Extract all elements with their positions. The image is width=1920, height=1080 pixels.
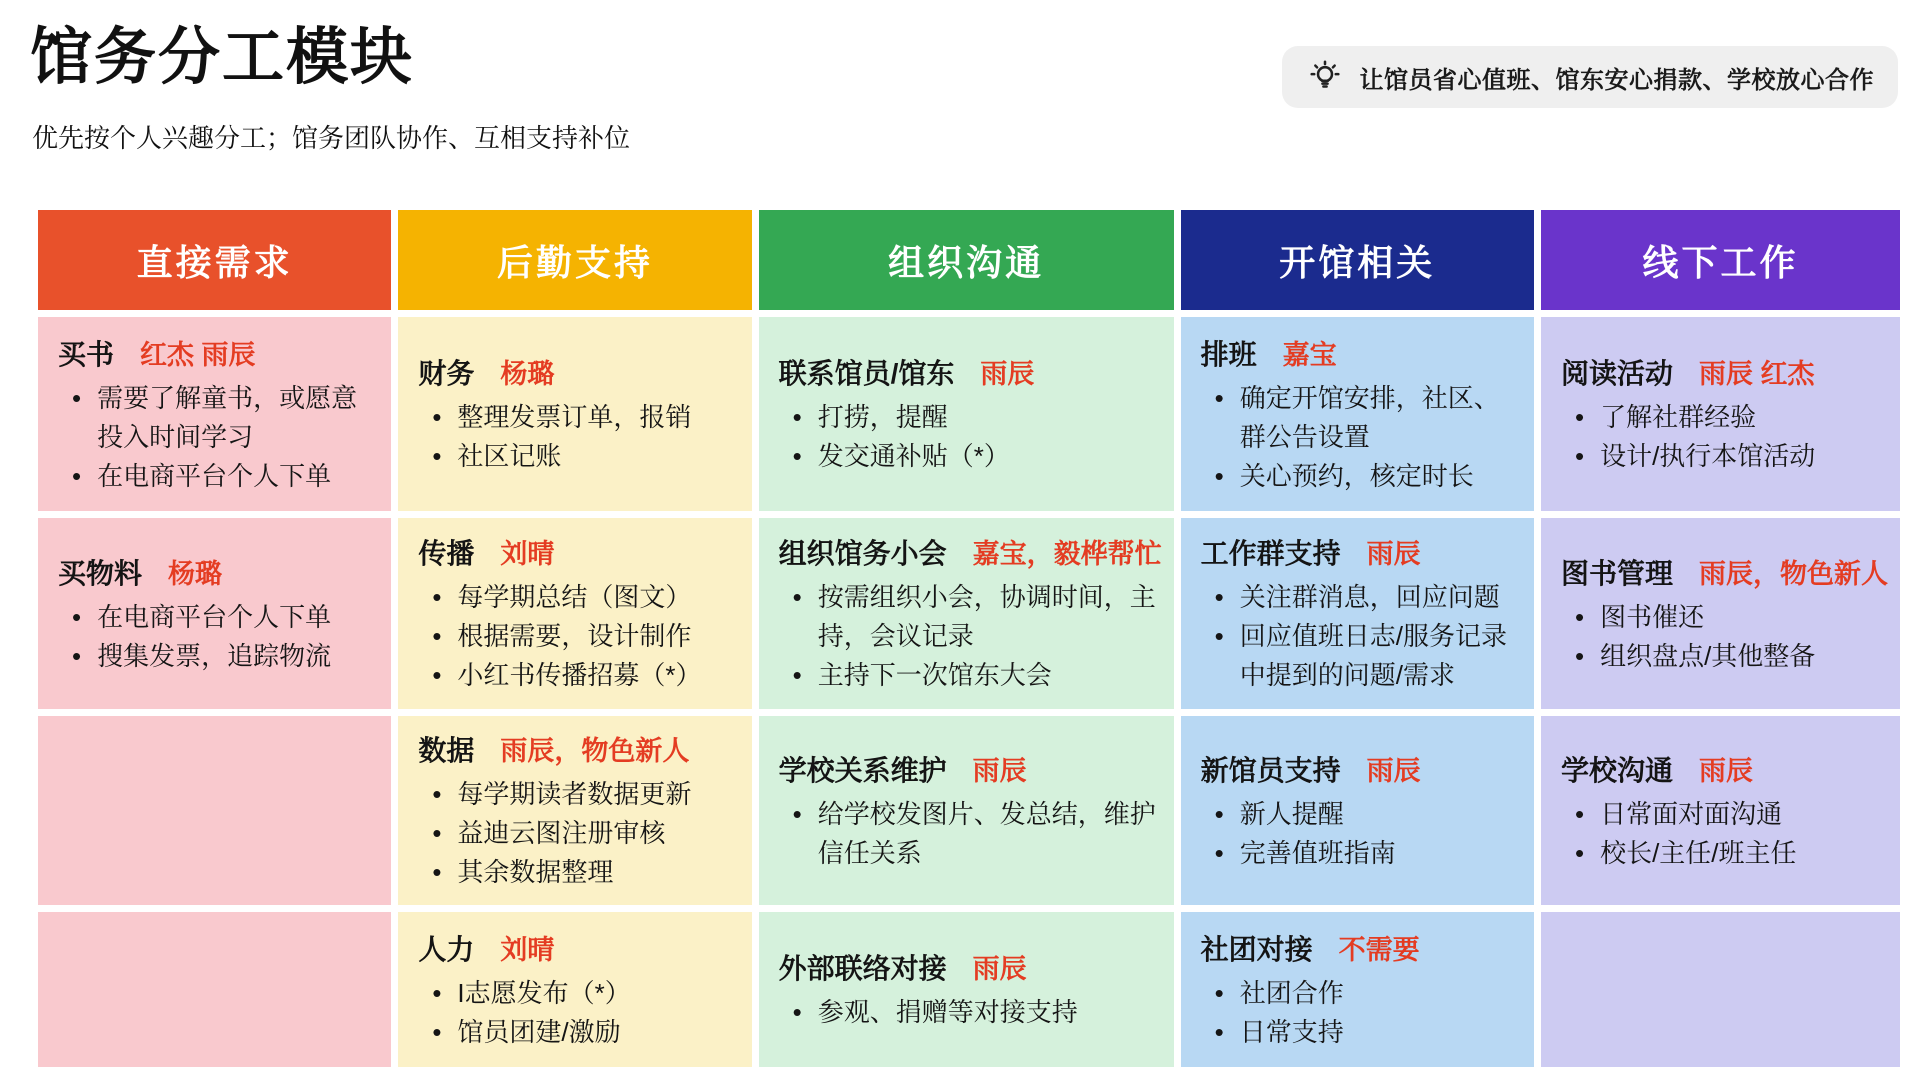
task-title: 阅读活动 [1560, 358, 1673, 389]
task-bullet [418, 398, 739, 437]
column-header-1: 直接需求 [38, 210, 391, 310]
bullet-dot-icon: • [1214, 382, 1224, 413]
lightbulb-icon [1306, 58, 1344, 96]
bullet-text: 日常支持 [1239, 1016, 1344, 1047]
bullet-dot-icon: • [72, 382, 82, 413]
task-bullet [779, 795, 1162, 873]
bullet-text: 其余数据整理 [457, 857, 614, 887]
task-cell-2-1 [398, 317, 751, 511]
bullet-text: 校长/主任/班主任 [1600, 837, 1797, 868]
task-title: 外部联络对接 [778, 953, 947, 984]
task-bullet-list [779, 398, 1162, 476]
task-cell-2-4 [398, 912, 751, 1067]
task-title: 新馆员支持 [1200, 754, 1341, 786]
bullet-text: 参观、捐赠等对接支持 [817, 997, 1078, 1027]
task-bullet [418, 853, 739, 892]
task-bullet [1561, 398, 1888, 437]
task-title-line [779, 352, 1162, 392]
task-cell-2-3 [398, 716, 751, 905]
bullet-text: 图书催还 [1600, 601, 1705, 632]
task-title-line [779, 947, 1162, 987]
bullet-text: 社团合作 [1239, 977, 1344, 1008]
task-bullet-list [1561, 598, 1888, 676]
bullet-text: 在电商平台个人下单 [97, 460, 332, 491]
bullet-dot-icon: • [432, 621, 442, 651]
task-title-line [418, 532, 739, 572]
bullet-dot-icon: • [432, 857, 442, 887]
task-title-line [779, 749, 1162, 789]
task-bullet [1561, 437, 1888, 476]
task-cell-4-2 [1181, 518, 1534, 709]
task-cell-1-3 [38, 716, 391, 905]
task-title-line [1201, 928, 1522, 968]
task-assignees: 杨璐 [500, 359, 555, 389]
task-cell-5-1 [1541, 317, 1900, 511]
bullet-text: 完善值班指南 [1239, 837, 1396, 868]
task-bullet [1201, 974, 1522, 1013]
page-subtitle: 优先按个人兴趣分工；馆务团队协作、互相支持补位 [32, 123, 631, 153]
task-title: 学校沟通 [1560, 754, 1673, 786]
task-title-line [1561, 552, 1888, 592]
task-cell-1-2 [38, 518, 391, 709]
bullet-text: 回应值班日志/服务记录中提到的问题/需求 [1239, 621, 1507, 690]
task-bullet [418, 775, 739, 814]
task-title: 人力 [418, 933, 475, 965]
task-assignees: 雨辰 [1366, 755, 1421, 786]
task-assignees: 刘晴 [500, 934, 555, 965]
task-bullet-list [1561, 795, 1888, 873]
bullet-dot-icon: • [792, 660, 802, 690]
bullet-dot-icon: • [792, 997, 802, 1027]
task-bullet [1561, 795, 1888, 834]
bullet-text: 馆员团建/激励 [457, 1016, 621, 1047]
task-bullet-list [418, 398, 739, 476]
task-title: 传播 [418, 538, 475, 569]
task-bullet [1201, 379, 1522, 457]
task-title: 图书管理 [1560, 557, 1673, 589]
bullet-dot-icon: • [432, 977, 442, 1008]
bullet-text: 给学校发图片、发总结，维护信任关系 [817, 798, 1156, 868]
column-header-2: 后勤支持 [398, 210, 751, 310]
task-bullet [1561, 834, 1888, 873]
bullet-dot-icon: • [1574, 441, 1585, 471]
task-bullet [418, 437, 739, 476]
task-title-line [418, 729, 739, 769]
bullet-dot-icon: • [432, 779, 442, 809]
bullet-dot-icon: • [792, 582, 802, 612]
task-title-line [779, 532, 1162, 572]
bullet-text: 根据需要，设计制作 [457, 621, 692, 651]
bullet-dot-icon: • [1214, 1016, 1224, 1047]
task-bullet [779, 993, 1162, 1032]
bullet-text: 整理发票订单，报销 [457, 402, 692, 432]
task-title: 排班 [1200, 338, 1257, 370]
task-title-line [1201, 532, 1522, 572]
task-bullet [1201, 1013, 1522, 1052]
task-bullet-list [779, 578, 1162, 695]
task-assignees: 嘉宝 [1282, 339, 1337, 370]
page-title: 馆务分工模块 [30, 23, 415, 92]
task-cell-3-3 [759, 716, 1174, 905]
task-bullet-list [1561, 398, 1888, 476]
task-bullet-list [418, 775, 739, 892]
bullet-text: 主持下一次馆东大会 [817, 660, 1052, 690]
task-title: 组织馆务小会 [778, 538, 947, 569]
task-bullet [1201, 457, 1522, 496]
task-title-line [418, 352, 739, 392]
task-cell-3-2 [759, 518, 1174, 709]
task-assignees: 刘晴 [500, 539, 555, 569]
task-bullet-list [418, 974, 739, 1052]
task-bullet [1201, 578, 1522, 617]
bullet-dot-icon: • [72, 601, 82, 632]
task-assignees: 嘉宝，毅桦帮忙 [972, 539, 1162, 569]
bullet-text: 社区记账 [457, 441, 562, 471]
task-assignees: 雨辰 [972, 755, 1027, 786]
task-bullet [1561, 598, 1888, 637]
task-cell-5-4 [1541, 912, 1900, 1067]
bullet-text: 日常面对面沟通 [1600, 798, 1783, 829]
bullet-dot-icon: • [432, 818, 442, 848]
task-bullet [58, 598, 379, 637]
bullet-text: 益迪云图注册审核 [457, 818, 666, 848]
task-bullet [1201, 834, 1522, 873]
bullet-text: 组织盘点/其他整备 [1600, 640, 1816, 671]
task-title: 联系馆员/馆东 [778, 358, 955, 389]
bullet-dot-icon: • [1214, 582, 1224, 612]
task-title-line [1561, 352, 1888, 392]
task-assignees: 不需要 [1338, 934, 1420, 965]
task-assignees: 红杰 雨辰 [140, 339, 256, 370]
task-title: 买物料 [58, 557, 143, 589]
bullet-dot-icon: • [432, 660, 442, 690]
bullet-dot-icon: • [72, 460, 82, 491]
bullet-text: 每学期读者数据更新 [457, 779, 692, 809]
task-bullet [1201, 617, 1522, 695]
task-cell-3-4 [759, 912, 1174, 1067]
task-assignees: 雨辰，物色新人 [1698, 558, 1888, 589]
task-bullet [779, 656, 1162, 695]
bullet-text: 每学期总结（图文） [457, 582, 692, 612]
task-bullet-list [1201, 974, 1522, 1052]
bullet-text: 发交通补贴（*） [817, 441, 1010, 471]
task-title-line [58, 333, 379, 373]
task-title-line [1561, 749, 1888, 789]
task-title: 工作群支持 [1200, 538, 1341, 569]
task-cell-1-4 [38, 912, 391, 1067]
task-bullet [418, 974, 739, 1013]
bullet-dot-icon: • [1214, 977, 1224, 1008]
task-assignees: 雨辰 [1698, 755, 1753, 786]
task-bullet-list [779, 795, 1162, 873]
task-bullet [1561, 637, 1888, 676]
bullet-text: 关心预约，核定时长 [1239, 460, 1474, 491]
task-bullet [418, 814, 739, 853]
task-title: 数据 [418, 735, 475, 766]
bullet-text: 关注群消息，回应问题 [1239, 582, 1500, 612]
task-assignees: 雨辰，物色新人 [500, 736, 690, 766]
task-bullet [418, 578, 739, 617]
bullet-text: 新人提醒 [1239, 798, 1344, 829]
task-bullet-list [58, 379, 379, 496]
bullet-dot-icon: • [1574, 601, 1585, 632]
task-bullet [418, 1013, 739, 1052]
task-assignees: 雨辰 [972, 954, 1027, 984]
task-title: 社团对接 [1200, 933, 1313, 965]
task-bullet-list [1201, 578, 1522, 695]
bullet-dot-icon: • [1574, 798, 1585, 829]
task-title-line [1201, 333, 1522, 373]
bullet-dot-icon: • [792, 402, 802, 432]
task-assignees: 雨辰 红杰 [1698, 359, 1815, 389]
highlight-badge [1282, 46, 1899, 108]
bullet-dot-icon: • [432, 441, 442, 471]
task-bullet-list [418, 578, 739, 695]
task-bullet [779, 398, 1162, 437]
bullet-dot-icon: • [1574, 402, 1585, 432]
task-cell-4-4 [1181, 912, 1534, 1067]
task-title: 买书 [58, 338, 115, 370]
task-bullet [779, 578, 1162, 656]
bullet-dot-icon: • [1214, 798, 1224, 829]
task-bullet [779, 437, 1162, 476]
task-bullet [418, 617, 739, 656]
task-title-line [418, 928, 739, 968]
task-cell-1-1 [38, 317, 391, 511]
column-header-5: 线下工作 [1541, 210, 1900, 310]
task-title: 财务 [418, 358, 475, 389]
bullet-dot-icon: • [1214, 460, 1224, 491]
division-table [38, 210, 1900, 1067]
task-bullet-list [1201, 379, 1522, 496]
task-bullet [58, 637, 379, 676]
task-bullet-list [779, 993, 1162, 1032]
bullet-text: I志愿发布（*） [457, 977, 631, 1008]
task-assignees: 杨璐 [168, 558, 223, 589]
bullet-text: 在电商平台个人下单 [97, 601, 332, 632]
bullet-text: 小红书传播招募（*） [457, 660, 702, 690]
task-bullet-list [58, 598, 379, 676]
bullet-dot-icon: • [432, 582, 442, 612]
bullet-dot-icon: • [1214, 837, 1224, 868]
bullet-dot-icon: • [1574, 640, 1585, 671]
task-bullet [1201, 795, 1522, 834]
bullet-text: 搜集发票，追踪物流 [97, 640, 332, 671]
bullet-dot-icon: • [432, 402, 442, 432]
task-cell-4-3 [1181, 716, 1534, 905]
task-cell-3-1 [759, 317, 1174, 511]
task-title: 学校关系维护 [778, 754, 947, 786]
bullet-text: 设计/执行本馆活动 [1600, 441, 1816, 471]
bullet-dot-icon: • [1574, 837, 1585, 868]
bullet-dot-icon: • [432, 1016, 442, 1047]
task-title-line [58, 552, 379, 592]
bullet-dot-icon: • [72, 640, 82, 671]
task-title-line [1201, 749, 1522, 789]
bullet-text: 了解社群经验 [1600, 402, 1757, 432]
task-bullet [418, 656, 739, 695]
task-bullet-list [1201, 795, 1522, 873]
task-cell-5-3 [1541, 716, 1900, 905]
task-assignees: 雨辰 [1366, 539, 1421, 569]
bullet-dot-icon: • [792, 441, 802, 471]
bullet-text: 打捞，提醒 [817, 402, 948, 432]
bullet-text: 需要了解童书，或愿意投入时间学习 [97, 382, 358, 452]
task-bullet [58, 457, 379, 496]
task-cell-5-2 [1541, 518, 1900, 709]
column-header-3: 组织沟通 [759, 210, 1174, 310]
bullet-dot-icon: • [792, 798, 802, 829]
task-bullet [58, 379, 379, 457]
task-cell-4-1 [1181, 317, 1534, 511]
badge-text: 让馆员省心值班、馆东安心捐款、学校放心合作 [1359, 66, 1874, 94]
task-assignees: 雨辰 [980, 359, 1035, 389]
bullet-text: 按需组织小会，协调时间，主持，会议记录 [817, 582, 1156, 651]
bullet-dot-icon: • [1214, 621, 1224, 651]
bullet-text: 确定开馆安排，社区、群公告设置 [1239, 382, 1500, 452]
column-header-4: 开馆相关 [1181, 210, 1534, 310]
task-cell-2-2 [398, 518, 751, 709]
